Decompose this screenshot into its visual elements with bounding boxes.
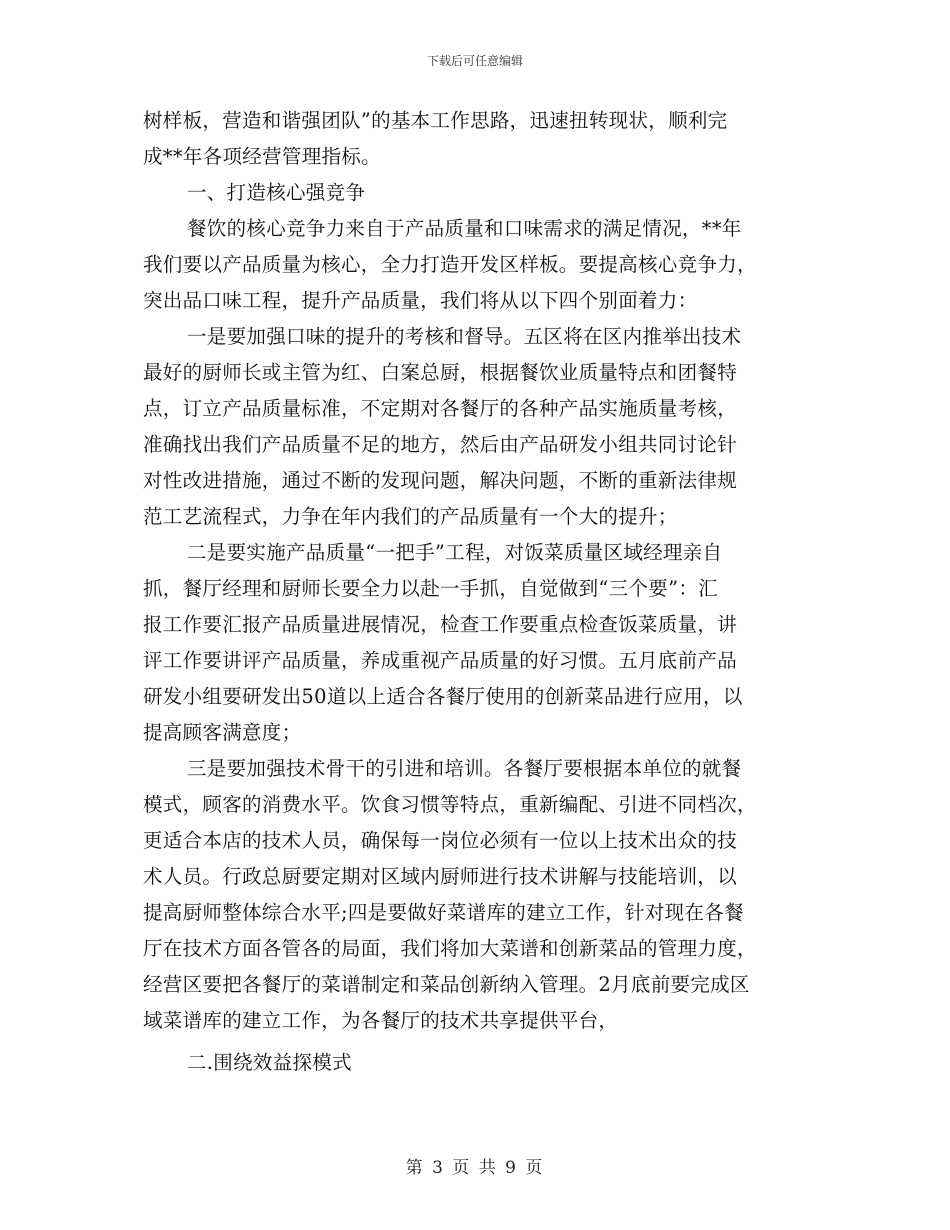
body-line: 厅在技术方面各管各的局面，我们将加大菜谱和创新菜品的管理力度， bbox=[143, 937, 757, 960]
body-line: 准确找出我们产品质量不足的地方，然后由产品研发小组共同讨论针 bbox=[143, 433, 738, 456]
body-line: 点，订立产品质量标准，不定期对各餐厅的各种产品实施质量考核， bbox=[143, 397, 738, 420]
body-line: 提高顾客满意度； bbox=[143, 721, 302, 744]
section-heading: 一、打造核心强竞争 bbox=[187, 181, 366, 204]
body-line: 提高厨师整体综合水平;四是要做好菜谱库的建立工作，针对现在各餐 bbox=[143, 901, 744, 924]
body-line: 对性改进措施，通过不断的发现问题，解决问题，不断的重新法律规 bbox=[143, 469, 738, 492]
body-line: 模式，顾客的消费水平。饮食习惯等特点，重新编配、引进不同档次， bbox=[143, 793, 757, 816]
body-line: 最好的厨师长或主管为红、白案总厨，根据餐饮业质量特点和团餐特 bbox=[143, 361, 738, 384]
body-line: 更适合本店的技术人员，确保每一岗位必须有一位以上技术出众的技 bbox=[143, 829, 738, 852]
body-line: 突出品口味工程，提升产品质量，我们将从以下四个别面着力： bbox=[143, 289, 698, 312]
body-line: 范工艺流程式，力争在年内我们的产品质量有一个大的提升； bbox=[143, 505, 678, 528]
body-line: 三是要加强技术骨干的引进和培训。各餐厅要根据本单位的就餐 bbox=[187, 757, 742, 780]
section-heading: 二.围绕效益探模式 bbox=[187, 1051, 352, 1074]
body-line: 报工作要汇报产品质量进展情况，检查工作要重点检查饭菜质量，讲 bbox=[143, 613, 738, 636]
document-body bbox=[143, 103, 819, 1087]
body-line: 我们要以产品质量为核心，全力打造开发区样板。要提高核心竞争力， bbox=[143, 253, 757, 276]
page-number: 第 3 页 共 9 页 bbox=[405, 1158, 545, 1178]
body-line: 成**年各项经营管理指标。 bbox=[143, 145, 381, 168]
body-line: 抓，餐厅经理和厨师长要全力以赴一手抓，自觉做到“三个要”：汇 bbox=[143, 577, 718, 600]
body-line: 经营区要把各餐厅的菜谱制定和菜品创新纳入管理。2月底前要完成区 bbox=[143, 973, 750, 996]
body-line: 术人员。行政总厨要定期对区域内厨师进行技术讲解与技能培训，以 bbox=[143, 865, 738, 888]
body-line: 一是要加强口味的提升的考核和督导。五区将在区内推举出技术 bbox=[187, 325, 742, 348]
body-line: 研发小组要研发出50道以上适合各餐厅使用的创新菜品进行应用，以 bbox=[143, 685, 743, 708]
page-header-note: 下载后可任意编辑 bbox=[426, 54, 523, 68]
body-line: 餐饮的核心竞争力来自于产品质量和口味需求的满足情况，**年 bbox=[187, 217, 742, 240]
body-line: 二是要实施产品质量“一把手”工程，对饭菜质量区域经理亲自 bbox=[187, 541, 723, 564]
body-line: 域菜谱库的建立工作，为各餐厅的技术共享提供平台， bbox=[143, 1009, 619, 1032]
body-line: 树样板，营造和谐强团队”的基本工作思路，迅速扭转现状，顺利完 bbox=[143, 109, 728, 132]
body-line: 评工作要讲评产品质量，养成重视产品质量的好习惯。五月底前产品 bbox=[143, 649, 738, 672]
